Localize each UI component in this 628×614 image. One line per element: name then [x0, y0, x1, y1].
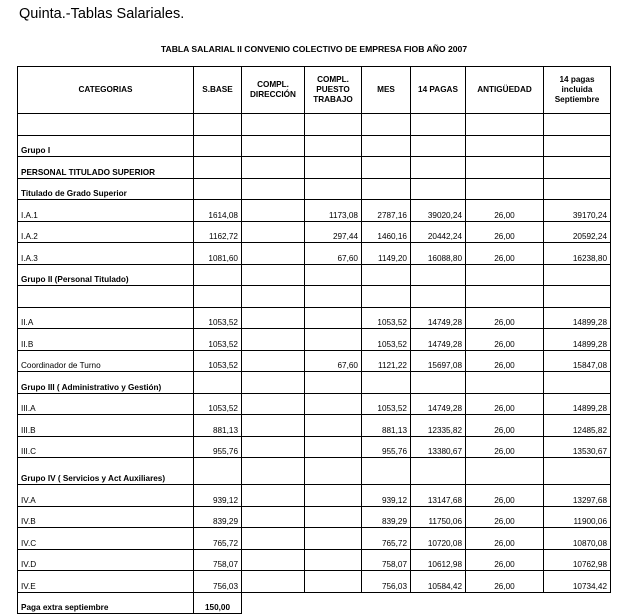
table-cell: 756,03: [362, 571, 411, 593]
table-cell: [411, 458, 466, 485]
table-cell: 10584,42: [411, 571, 466, 593]
table-cell: [242, 329, 305, 351]
table-cell: 1053,52: [194, 307, 242, 329]
table-cell: [242, 135, 305, 157]
table-cell: [466, 264, 544, 286]
table-cell: 11750,06: [411, 506, 466, 528]
table-cell: 1173,08: [305, 200, 362, 222]
table-cell: [411, 114, 466, 136]
table-cell: IV.D: [18, 549, 194, 571]
table-cell: [466, 286, 544, 308]
table-cell: 1149,20: [362, 243, 411, 265]
table-cell: 26,00: [466, 528, 544, 550]
table-cell: IV.C: [18, 528, 194, 550]
table-cell: 26,00: [466, 307, 544, 329]
table-row: [18, 458, 611, 485]
table-cell: [242, 528, 305, 550]
table-cell: III.C: [18, 436, 194, 458]
table-cell: [242, 506, 305, 528]
table-cell: [242, 114, 305, 136]
table-cell: [242, 221, 305, 243]
table-cell: [242, 157, 305, 179]
table-row: [18, 393, 611, 415]
table-cell: [305, 549, 362, 571]
table-row: [18, 506, 611, 528]
table-cell: 26,00: [466, 393, 544, 415]
table-cell: IV.B: [18, 506, 194, 528]
table-cell: 16238,80: [544, 243, 611, 265]
table-cell: IV.A: [18, 485, 194, 507]
table-cell: III.A: [18, 393, 194, 415]
table-cell: [305, 458, 362, 485]
table-cell: [242, 458, 305, 485]
table-cell: 26,00: [466, 506, 544, 528]
table-cell: [305, 393, 362, 415]
table-cell: 13147,68: [411, 485, 466, 507]
table-cell: [466, 157, 544, 179]
table-cell: [194, 264, 242, 286]
table-row: [18, 415, 611, 437]
table-cell: 12485,82: [544, 415, 611, 437]
table-cell: 2787,16: [362, 200, 411, 222]
table-cell: 839,29: [194, 506, 242, 528]
table-row: [18, 178, 611, 200]
table-cell: 1121,22: [362, 350, 411, 372]
table-cell: 16088,80: [411, 243, 466, 265]
table-cell: [242, 178, 305, 200]
table-cell: 1053,52: [194, 393, 242, 415]
table-cell: [466, 178, 544, 200]
table-cell: I.A.3: [18, 243, 194, 265]
table-cell: [194, 458, 242, 485]
table-cell: II.B: [18, 329, 194, 351]
table-cell: 15847,08: [544, 350, 611, 372]
col-header: COMPL. PUESTO TRABAJO: [305, 67, 362, 114]
table-cell: [194, 157, 242, 179]
table-cell: [242, 243, 305, 265]
table-cell: 1053,52: [194, 329, 242, 351]
table-cell: 39170,24: [544, 200, 611, 222]
table-cell: 765,72: [194, 528, 242, 550]
table-cell: [305, 286, 362, 308]
table-cell: 26,00: [466, 436, 544, 458]
table-cell: 26,00: [466, 243, 544, 265]
table-cell: [305, 135, 362, 157]
table-cell: 756,03: [194, 571, 242, 593]
table-cell: [242, 485, 305, 507]
table-cell: [305, 372, 362, 394]
table-cell: [305, 436, 362, 458]
table-cell: 1460,16: [362, 221, 411, 243]
table-row: [18, 243, 611, 265]
table-cell: PERSONAL TITULADO SUPERIOR: [18, 157, 194, 179]
table-cell: 13530,67: [544, 436, 611, 458]
table-cell: II.A: [18, 307, 194, 329]
table-cell: 10762,98: [544, 549, 611, 571]
table-cell: [362, 264, 411, 286]
table-cell: [411, 264, 466, 286]
table-cell: [544, 458, 611, 485]
col-header: ANTIGÜEDAD: [466, 67, 544, 114]
table-cell: [362, 458, 411, 485]
table-cell: [305, 114, 362, 136]
table-cell: 14899,28: [544, 393, 611, 415]
table-cell: 67,60: [305, 243, 362, 265]
table-row: [18, 571, 611, 593]
table-cell: 1081,60: [194, 243, 242, 265]
table-cell: [242, 286, 305, 308]
table-cell: 14749,28: [411, 393, 466, 415]
table-cell: 67,60: [305, 350, 362, 372]
table-cell: [242, 549, 305, 571]
table-cell: I.A.1: [18, 200, 194, 222]
table-cell: 26,00: [466, 415, 544, 437]
table-cell: 10870,08: [544, 528, 611, 550]
table-cell: 20442,24: [411, 221, 466, 243]
footer-label: Paga extra septiembre: [18, 592, 194, 614]
table-cell: 881,13: [194, 415, 242, 437]
table-cell: [305, 571, 362, 593]
table-cell: 1053,52: [194, 350, 242, 372]
table-cell: 881,13: [362, 415, 411, 437]
table-cell: 1053,52: [362, 329, 411, 351]
table-row: [18, 200, 611, 222]
table-cell: [466, 135, 544, 157]
table-cell: Titulado de Grado Superior: [18, 178, 194, 200]
table-cell: 26,00: [466, 221, 544, 243]
table-cell: 1053,52: [362, 393, 411, 415]
col-header: COMPL. DIRECCIÓN: [242, 67, 305, 114]
table-cell: [411, 286, 466, 308]
footer-value: 150,00: [194, 592, 242, 614]
table-cell: 758,07: [362, 549, 411, 571]
table-cell: [362, 178, 411, 200]
col-header: 14 PAGAS: [411, 67, 466, 114]
table-cell: 26,00: [466, 350, 544, 372]
page-heading: Quinta.-Tablas Salariales.: [19, 6, 185, 22]
table-cell: 1614,08: [194, 200, 242, 222]
table-cell: [242, 264, 305, 286]
table-cell: [194, 114, 242, 136]
table-cell: [362, 135, 411, 157]
table-cell: [305, 178, 362, 200]
table-cell: [242, 372, 305, 394]
table-cell: [242, 571, 305, 593]
table-cell: 12335,82: [411, 415, 466, 437]
table-cell: [362, 157, 411, 179]
table-cell: [305, 506, 362, 528]
table-cell: [194, 286, 242, 308]
table-cell: Grupo II (Personal Titulado): [18, 264, 194, 286]
table-cell: [242, 436, 305, 458]
table-cell: 26,00: [466, 200, 544, 222]
table-cell: 14899,28: [544, 307, 611, 329]
table-cell: IV.E: [18, 571, 194, 593]
table-cell: 14899,28: [544, 329, 611, 351]
table-cell: [194, 178, 242, 200]
table-cell: [242, 350, 305, 372]
table-cell: [305, 264, 362, 286]
table-row: [18, 221, 611, 243]
table-row: [18, 485, 611, 507]
table-cell: [544, 178, 611, 200]
table-cell: 1053,52: [362, 307, 411, 329]
table-title: TABLA SALARIAL II CONVENIO COLECTIVO DE EMPRESA FIOB AÑO 2007: [160, 44, 468, 54]
table-cell: 26,00: [466, 485, 544, 507]
table-cell: [242, 393, 305, 415]
table-cell: [544, 157, 611, 179]
table-cell: [362, 114, 411, 136]
salary-table: [17, 66, 611, 614]
table-cell: [544, 114, 611, 136]
table-cell: [18, 286, 194, 308]
table-cell: I.A.2: [18, 221, 194, 243]
table-cell: [466, 372, 544, 394]
table-row: [18, 350, 611, 372]
table-cell: [18, 114, 194, 136]
col-header: MES: [362, 67, 411, 114]
table-cell: [242, 415, 305, 437]
table-cell: 955,76: [362, 436, 411, 458]
table-cell: III.B: [18, 415, 194, 437]
table-row: [18, 114, 611, 136]
table-row: [18, 307, 611, 329]
table-cell: [362, 286, 411, 308]
table-cell: [305, 329, 362, 351]
table-cell: 1162,72: [194, 221, 242, 243]
table-cell: [466, 114, 544, 136]
table-cell: 10734,42: [544, 571, 611, 593]
footer-spacer: [242, 592, 611, 614]
table-row: [18, 286, 611, 308]
table-cell: [305, 157, 362, 179]
table-cell: 39020,24: [411, 200, 466, 222]
table-cell: 20592,24: [544, 221, 611, 243]
table-cell: [305, 485, 362, 507]
table-cell: [305, 307, 362, 329]
table-cell: 26,00: [466, 571, 544, 593]
table-cell: 839,29: [362, 506, 411, 528]
col-header: S.BASE: [194, 67, 242, 114]
table-cell: 15697,08: [411, 350, 466, 372]
table-row: [18, 157, 611, 179]
table-row: [18, 528, 611, 550]
table-cell: 26,00: [466, 329, 544, 351]
table-cell: 765,72: [362, 528, 411, 550]
table-cell: [242, 307, 305, 329]
table-cell: [242, 200, 305, 222]
table-cell: Coordinador de Turno: [18, 350, 194, 372]
table-cell: [362, 372, 411, 394]
table-cell: [194, 135, 242, 157]
table-cell: 297,44: [305, 221, 362, 243]
table-cell: [305, 528, 362, 550]
table-cell: 939,12: [194, 485, 242, 507]
table-cell: 13380,67: [411, 436, 466, 458]
table-cell: Grupo III ( Administrativo y Gestión): [18, 372, 194, 394]
table-cell: 11900,06: [544, 506, 611, 528]
table-row: [18, 549, 611, 571]
table-cell: Grupo IV ( Servicios y Act Auxiliares): [18, 458, 194, 485]
table-cell: 939,12: [362, 485, 411, 507]
table-cell: [411, 372, 466, 394]
table-cell: [411, 178, 466, 200]
table-row: [18, 436, 611, 458]
table-row: [18, 329, 611, 351]
table-cell: 14749,28: [411, 329, 466, 351]
table-cell: [411, 157, 466, 179]
table-cell: [194, 372, 242, 394]
table-cell: [544, 264, 611, 286]
footer-row: [18, 592, 611, 614]
table-cell: 758,07: [194, 549, 242, 571]
col-header: CATEGORIAS: [18, 67, 194, 114]
table-row: [18, 264, 611, 286]
table-cell: 10720,08: [411, 528, 466, 550]
table-cell: 14749,28: [411, 307, 466, 329]
table-cell: [544, 372, 611, 394]
table-cell: [544, 135, 611, 157]
col-header: 14 pagas incluida Septiembre: [544, 67, 611, 114]
table-cell: [411, 135, 466, 157]
table-row: [18, 372, 611, 394]
table-cell: 13297,68: [544, 485, 611, 507]
table-cell: 26,00: [466, 549, 544, 571]
table-cell: Grupo I: [18, 135, 194, 157]
table-row: [18, 135, 611, 157]
table-cell: [544, 286, 611, 308]
table-cell: 955,76: [194, 436, 242, 458]
table-cell: 10612,98: [411, 549, 466, 571]
table-cell: [466, 458, 544, 485]
table-cell: [305, 415, 362, 437]
header-row: [18, 67, 611, 114]
